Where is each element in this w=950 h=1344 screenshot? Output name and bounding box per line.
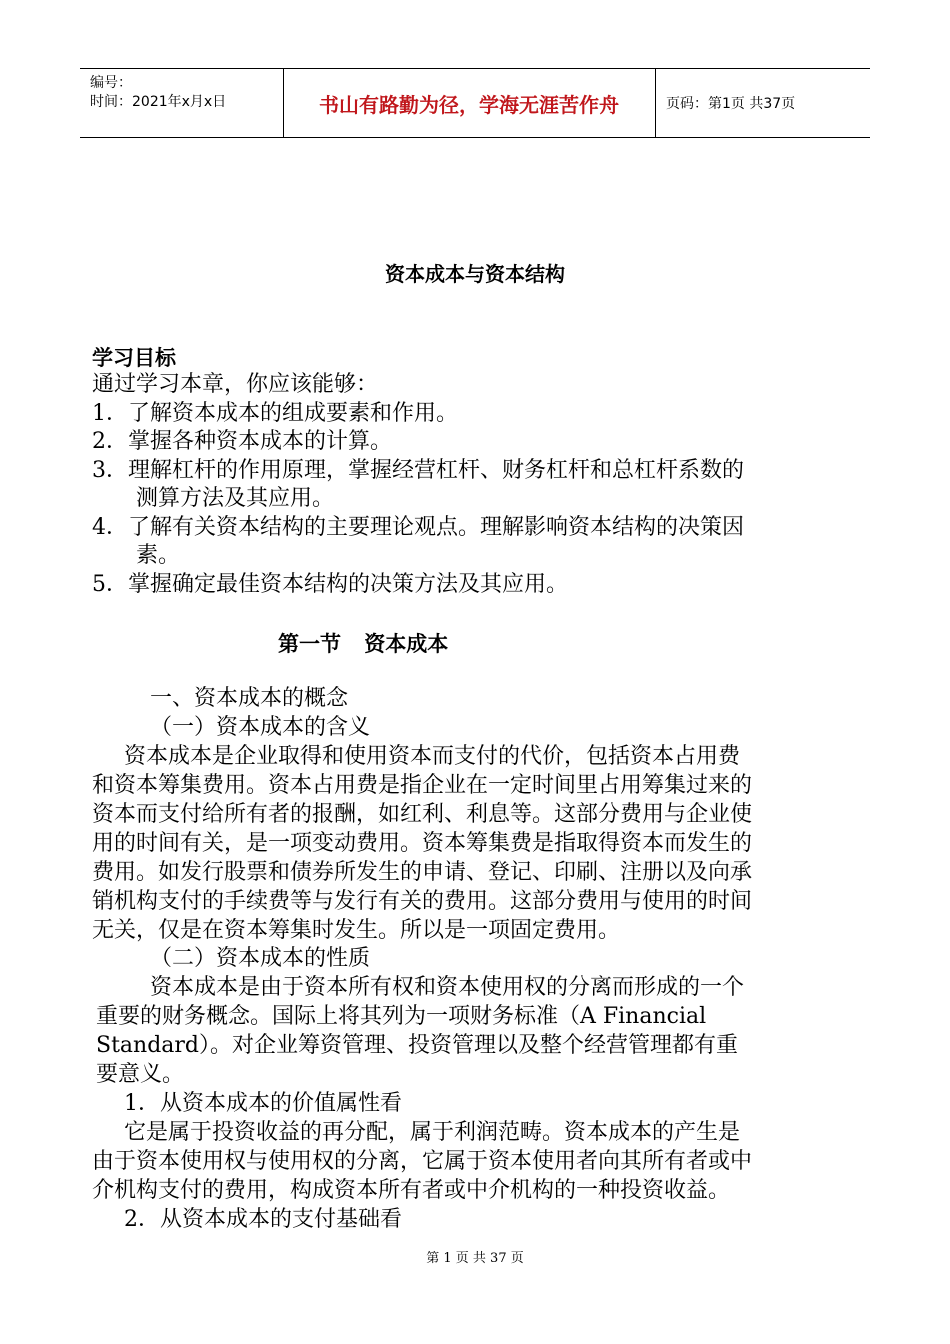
objectives-heading: 学习目标: [92, 346, 176, 370]
paragraph-1-line: 资本成本是企业取得和使用资本而支付的代价，包括资本占用费: [124, 744, 741, 769]
paragraph-2-line: 重要的财务概念。国际上将其列为一项财务标准（A Financial: [96, 1004, 707, 1029]
paragraph-1-line: 和资本筹集费用。资本占用费是指企业在一定时间里占用筹集过来的: [92, 773, 753, 798]
document-title: 资本成本与资本结构: [385, 262, 565, 286]
paragraph-3-line: 介机构支付的费用，构成资本所有者或中介机构的一种投资收益。: [92, 1178, 731, 1203]
page-footer: 第 1 页 共 37 页: [426, 1251, 524, 1266]
header-table: [80, 68, 870, 138]
point-2-heading: 2．从资本成本的支付基础看: [124, 1207, 402, 1232]
point-1-heading: 1．从资本成本的价值属性看: [124, 1091, 402, 1116]
header-motto: 书山有路勤为径，学海无涯苦作舟: [283, 69, 656, 137]
objective-item-5: 5．掌握确定最佳资本结构的决策方法及其应用。: [92, 572, 568, 597]
paragraph-2-line: 资本成本是由于资本所有权和资本使用权的分离而形成的一个: [150, 975, 745, 1000]
paragraph-2-line: 要意义。: [96, 1062, 185, 1087]
paragraph-3-line: 它是属于投资收益的再分配，属于利润范畴。资本成本的产生是: [124, 1120, 741, 1145]
objective-item-4-cont: 素。: [136, 543, 181, 568]
paragraph-1-line: 费用。如发行股票和债券所发生的申请、登记、印刷、注册以及向承: [92, 860, 753, 885]
paragraph-2-line: Standard）。对企业筹资管理、投资管理以及整个经营管理都有重: [96, 1033, 738, 1058]
paragraph-1-line: 销机构支付的手续费等与发行有关的费用。这部分费用与使用的时间: [92, 889, 753, 914]
paragraph-1-line: 资本而支付给所有者的报酬，如红利、利息等。这部分费用与企业使: [92, 802, 753, 827]
objective-item-3: 3．理解杠杆的作用原理，掌握经营杠杆、财务杠杆和总杠杆系数的: [92, 458, 744, 483]
header-left-cell: [80, 69, 284, 137]
objective-item-2: 2．掌握各种资本成本的计算。: [92, 429, 392, 454]
section-heading: 第一节 资本成本: [278, 632, 449, 656]
objective-item-4: 4．了解有关资本结构的主要理论观点。理解影响资本结构的决策因: [92, 515, 744, 540]
paragraph-3-line: 由于资本使用权与使用权的分离，它属于资本使用者向其所有者或中: [92, 1149, 753, 1174]
subheading-1-2: （二）资本成本的性质: [150, 946, 371, 971]
subheading-1-1: （一）资本成本的含义: [150, 715, 371, 740]
objective-item-3-cont: 测算方法及其应用。: [136, 486, 335, 511]
header-page-info: 页码：第1页 共37页: [666, 96, 796, 112]
subheading-1: 一、资本成本的概念: [150, 686, 349, 711]
objective-item-1: 1．了解资本成本的组成要素和作用。: [92, 401, 458, 426]
number-label: 编号：: [90, 75, 132, 91]
objectives-intro: 通过学习本章，你应该能够：: [92, 372, 379, 397]
paragraph-1-line: 用的时间有关，是一项变动费用。资本筹集费是指取得资本而发生的: [92, 831, 753, 856]
date-label: 时间：2021年x月x日: [90, 94, 227, 110]
paragraph-1-line: 无关，仅是在资本筹集时发生。所以是一项固定费用。: [92, 918, 621, 943]
